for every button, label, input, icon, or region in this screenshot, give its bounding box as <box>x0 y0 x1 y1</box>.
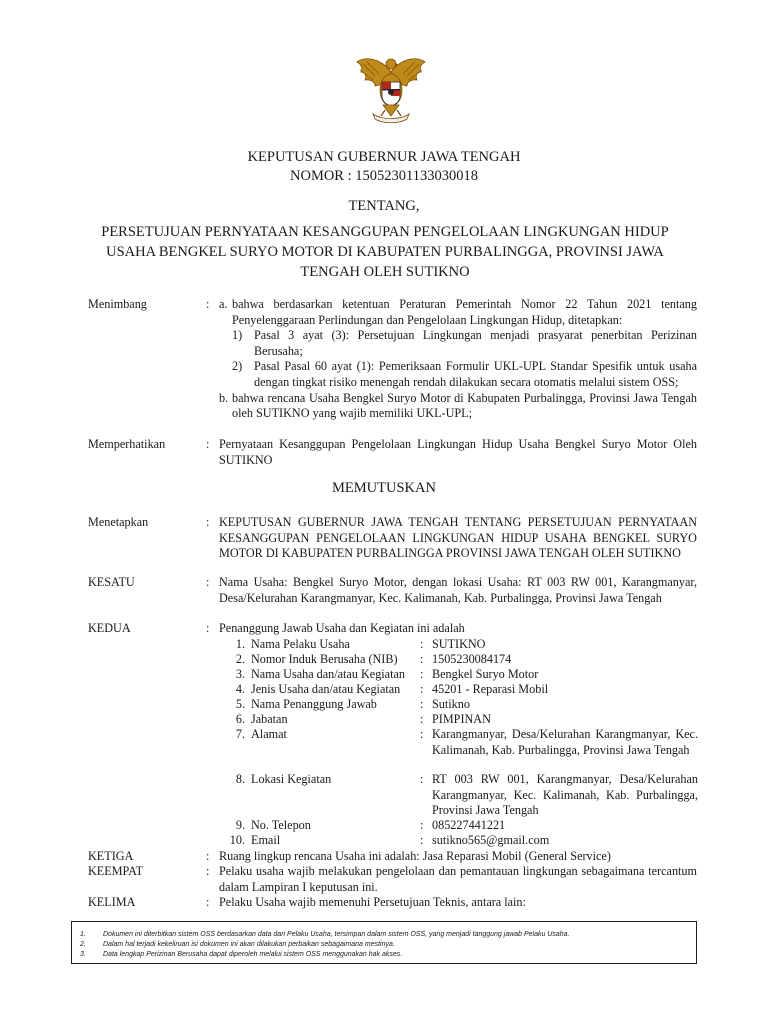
footnote-number: 2. <box>80 941 86 948</box>
row-number: 2. <box>235 652 245 666</box>
kelima-colon: : <box>206 895 210 909</box>
menimbang-body <box>219 297 697 422</box>
keempat-label: KEEMPAT <box>88 864 144 878</box>
row-colon: : <box>420 818 424 832</box>
row-colon: : <box>420 697 424 711</box>
item-marker: a. <box>219 297 228 311</box>
row-number: 7. <box>235 727 245 741</box>
row-key: Jabatan <box>251 712 288 726</box>
subitem-text: Pasal Pasal 60 ayat (1): Pemeriksaan Formulir UKL-UPL Standar Spesifik untuk usaha dengan tingkat risiko menengah rendah dilakukan secara otomatis melalui sistem OSS; <box>254 359 697 389</box>
garuda-emblem-icon <box>351 50 431 125</box>
row-colon: : <box>420 772 424 786</box>
menetapkan-colon: : <box>206 515 210 529</box>
menimbang-colon: : <box>206 297 210 311</box>
row-value: PIMPINAN <box>432 712 491 726</box>
kesatu-label: KESATU <box>88 575 135 589</box>
memperhatikan-label: Memperhatikan <box>88 437 166 451</box>
subitem-marker: 1) <box>232 328 243 343</box>
row-value: SUTIKNO <box>432 637 486 651</box>
row-number: 10. <box>229 833 245 847</box>
kesatu-text: Nama Usaha: Bengkel Suryo Motor, dengan lokasi Usaha: RT 003 RW 001, Karangmanyar, Desa/Kelurahan Karangmanyar, Kec. Kalimanah, Kab. Purbalingga, Provinsi Jawa Tengah <box>219 575 697 605</box>
row-value: 085227441221 <box>432 818 506 832</box>
tentang-heading: TENTANG, <box>348 198 420 214</box>
row-key: Email <box>251 833 281 847</box>
menimbang-item-b <box>219 391 697 422</box>
row-key: Nama Penanggung Jawab <box>251 697 377 711</box>
kelima-text: Pelaku Usaha wajib memenuhi Persetujuan Teknis, antara lain: <box>219 895 526 909</box>
row-value: RT 003 RW 001, Karangmanyar, Desa/Kelurahan Karangmanyar, Kec. Kalimanah, Kab. Purbalingga, Provinsi Jawa Tengah <box>432 772 698 818</box>
row-value: Sutikno <box>432 697 470 711</box>
row-number: 9. <box>235 818 245 832</box>
row-colon: : <box>420 712 424 726</box>
row-value: Bengkel Suryo Motor <box>432 667 539 681</box>
row-colon: : <box>420 652 424 666</box>
item-text: bahwa rencana Usaha Bengkel Suryo Motor di Kabupaten Purbalingga, Provinsi Jawa Tengah oleh SUTIKNO yang wajib memiliki UKL-UPL; <box>232 390 697 421</box>
footnote-text: Dokumen ini diterbitkan sistem OSS berdasarkan data dari Pelaku Usaha, tersimpan dalam sistem OSS, yang menjadi tanggung jawab Pelaku Usaha. <box>103 931 570 938</box>
subitem-marker: 2) <box>232 359 243 374</box>
row-key: Lokasi Kegiatan <box>251 772 332 786</box>
row-value: Karangmanyar, Desa/Kelurahan Karangmanyar, Kec. Kalimanah, Kab. Purbalingga, Provinsi Jawa Tengah <box>432 727 698 757</box>
row-colon: : <box>420 833 424 847</box>
item-marker: b. <box>219 390 229 405</box>
subitem-text: Pasal 3 ayat (3): Persetujuan Lingkungan menjadi prasyarat penerbitan Perizinan Berusaha; <box>254 328 697 358</box>
ketiga-text: Ruang lingkup rencana Usaha ini adalah: Jasa Reparasi Mobil (General Service) <box>219 849 611 863</box>
row-number: 6. <box>235 712 245 726</box>
row-number: 4. <box>235 682 245 696</box>
kelima-label: KELIMA <box>88 895 136 909</box>
row-value: 1505230084174 <box>432 652 512 666</box>
row-value: 45201 - Reparasi Mobil <box>432 682 549 696</box>
footnote-text: Data lengkap Perizinan Berusaha dapat diperoleh melalui sistem OSS menggunakan hak akses. <box>103 951 403 958</box>
footnote-box <box>71 921 697 964</box>
kedua-label: KEDUA <box>88 621 131 635</box>
ketiga-label: KETIGA <box>88 849 134 863</box>
keempat-text: Pelaku usaha wajib melakukan pengelolaan dan pemantauan lingkungan sebagaimana tercantum dalam Lampiran I keputusan ini. <box>219 864 697 894</box>
kedua-intro: Penanggung Jawab Usaha dan Kegiatan ini adalah <box>219 621 465 635</box>
menimbang-item-a <box>219 297 697 328</box>
row-key: Nama Usaha dan/atau Kegiatan <box>251 667 405 681</box>
ketiga-colon: : <box>206 849 210 863</box>
menetapkan-text: KEPUTUSAN GUBERNUR JAWA TENGAH TENTANG PERSETUJUAN PERNYATAAN KESANGGUPAN PENGELOLAAN LINGKUNGAN HIDUP USAHA BENGKEL SURYO MOTOR DI KABUPATEN PURBALINGGA PROVINSI JAWA TENGAH OLEH SUTIKNO <box>219 515 697 561</box>
row-colon: : <box>420 727 424 741</box>
row-number: 5. <box>235 697 245 711</box>
row-colon: : <box>420 637 424 651</box>
row-number: 8. <box>235 772 245 786</box>
footnote-number: 3. <box>80 951 86 958</box>
decree-subject: PERSETUJUAN PERNYATAAN KESANGGUPAN PENGELOLAAN LINGKUNGAN HIDUP USAHA BENGKEL SURYO MOTOR DI KABUPATEN PURBALINGGA, PROVINSI JAWA TENGAH OLEH SUTIKNO <box>101 224 669 280</box>
row-key: No. Telepon <box>251 818 311 832</box>
row-key: Alamat <box>251 727 287 741</box>
row-key: Nomor Induk Berusaha (NIB) <box>251 652 398 666</box>
row-colon: : <box>420 682 424 696</box>
decree-number: NOMOR : 15052301133030018 <box>290 168 478 184</box>
kedua-colon: : <box>206 621 210 635</box>
footnote-number: 1. <box>80 931 86 938</box>
row-number: 1. <box>235 637 245 651</box>
memperhatikan-text: Pernyataan Kesanggupan Pengelolaan Lingkungan Hidup Usaha Bengkel Suryo Motor Oleh SUTIKNO <box>219 437 697 467</box>
row-key: Nama Pelaku Usaha <box>251 637 350 651</box>
row-number: 3. <box>235 667 245 681</box>
row-colon: : <box>420 667 424 681</box>
menimbang-subitem <box>232 359 697 390</box>
footnote-text: Dalam hal terjadi kekeliruan isi dokumen ini akan dilakukan perbaikan sebagaimana mestinya. <box>103 941 395 948</box>
menimbang-label: Menimbang <box>88 297 147 311</box>
decree-title-line1: KEPUTUSAN GUBERNUR JAWA TENGAH <box>247 149 521 165</box>
kesatu-colon: : <box>206 575 210 589</box>
menetapkan-label: Menetapkan <box>88 515 149 529</box>
keempat-colon: : <box>206 864 210 878</box>
memperhatikan-colon: : <box>206 437 210 451</box>
item-text: bahwa berdasarkan ketentuan Peraturan Pemerintah Nomor 22 Tahun 2021 tentang Penyelenggaraan Perlindungan dan Pengelolaan Lingkungan Hidup, ditetapkan: <box>232 297 697 327</box>
menimbang-subitem <box>232 328 697 359</box>
row-value: sutikno565@gmail.com <box>432 833 550 847</box>
memutuskan-heading: MEMUTUSKAN <box>332 480 436 496</box>
row-key: Jenis Usaha dan/atau Kegiatan <box>251 682 401 696</box>
decree-title <box>0 148 768 186</box>
